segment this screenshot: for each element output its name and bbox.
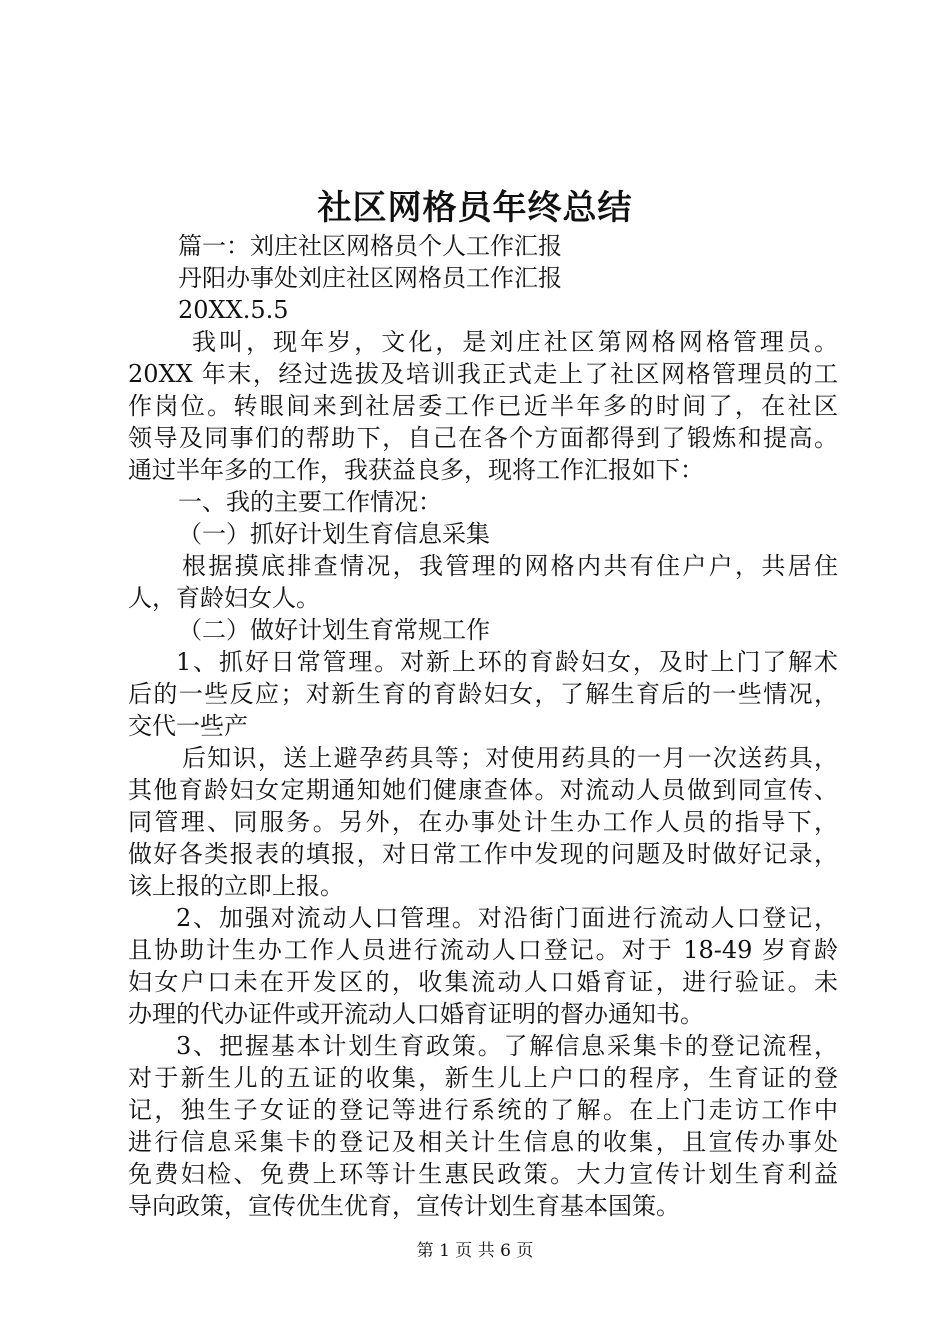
text-line: 通过半年多的工作，我获益良多，现将工作汇报如下： xyxy=(128,456,704,484)
text-line: 同管理、同服务。另外，在办事处计生办工作人员的指导下， xyxy=(128,808,838,836)
text-line: （二）做好计划生育常规工作 xyxy=(178,616,490,644)
text-line: 记，独生子女证的登记等进行系统的了解。在上门走访工作中 xyxy=(128,1096,838,1124)
text-line: （一）抓好计划生育信息采集 xyxy=(178,520,490,548)
text-line: 该上报的立即上报。 xyxy=(128,872,344,900)
document-body xyxy=(128,230,838,1222)
text-line: 我叫，现年岁，文化，是刘庄社区第网格网格管理员。 xyxy=(192,328,838,356)
page-number: 第 1 页 共 6 页 xyxy=(416,1241,534,1261)
text-line: 办理的代办证件或开流动人口婚育证明的督办通知书。 xyxy=(128,1000,704,1028)
text-line: 篇一：刘庄社区网格员个人工作汇报 xyxy=(178,232,562,260)
text-line: 妇女户口未在开发区的，收集流动人口婚育证，进行验证。未 xyxy=(128,968,838,996)
text-line: 导向政策，宣传优生优育，宣传计划生育基本国策。 xyxy=(128,1192,680,1220)
text-line: 进行信息采集卡的登记及相关计生信息的收集，且宣传办事处 xyxy=(128,1128,838,1156)
text-line: 1、抓好日常管理。对新上环的育龄妇女，及时上门了解术 xyxy=(176,648,838,676)
text-line: 后知识，送上避孕药具等；对使用药具的一月一次送药具， xyxy=(182,744,838,772)
text-line: 丹阳办事处刘庄社区网格员工作汇报 xyxy=(178,264,562,292)
text-line: 对于新生儿的五证的收集，新生儿上户口的程序，生育证的登 xyxy=(128,1064,838,1092)
document-title: 社区网格员年终总结 xyxy=(317,188,633,228)
text-line: 做好各类报表的填报，对日常工作中发现的问题及时做好记录， xyxy=(128,840,838,868)
text-line: 交代一些产 xyxy=(128,712,248,740)
text-line: 作岗位。转眼间来到社居委工作已近半年多的时间了，在社区 xyxy=(128,392,838,420)
text-line: 其他育龄妇女定期通知她们健康查体。对流动人员做到同宣传、 xyxy=(128,776,838,804)
text-line: 根据摸底排查情况，我管理的网格内共有住户户，共居住 xyxy=(182,552,838,580)
text-line: 人，育龄妇女人。 xyxy=(128,584,320,612)
text-line: 3、把握基本计划生育政策。了解信息采集卡的登记流程， xyxy=(176,1032,838,1060)
text-line: 后的一些反应；对新生育的育龄妇女，了解生育后的一些情况， xyxy=(128,680,838,708)
text-line: 2、加强对流动人口管理。对沿街门面进行流动人口登记， xyxy=(176,904,838,932)
text-line: 一、我的主要工作情况： xyxy=(178,488,442,516)
text-line: 20XX.5.5 xyxy=(178,296,289,324)
text-line: 且协助计生办工作人员进行流动人口登记。对于 18-49 岁育龄 xyxy=(128,936,838,964)
text-line: 领导及同事们的帮助下，自己在各个方面都得到了锻炼和提高。 xyxy=(128,424,838,452)
text-line: 免费妇检、免费上环等计生惠民政策。大力宣传计划生育利益 xyxy=(128,1160,838,1188)
text-line: 20XX 年末，经过选拔及培训我正式走上了社区网格管理员的工 xyxy=(128,360,838,388)
